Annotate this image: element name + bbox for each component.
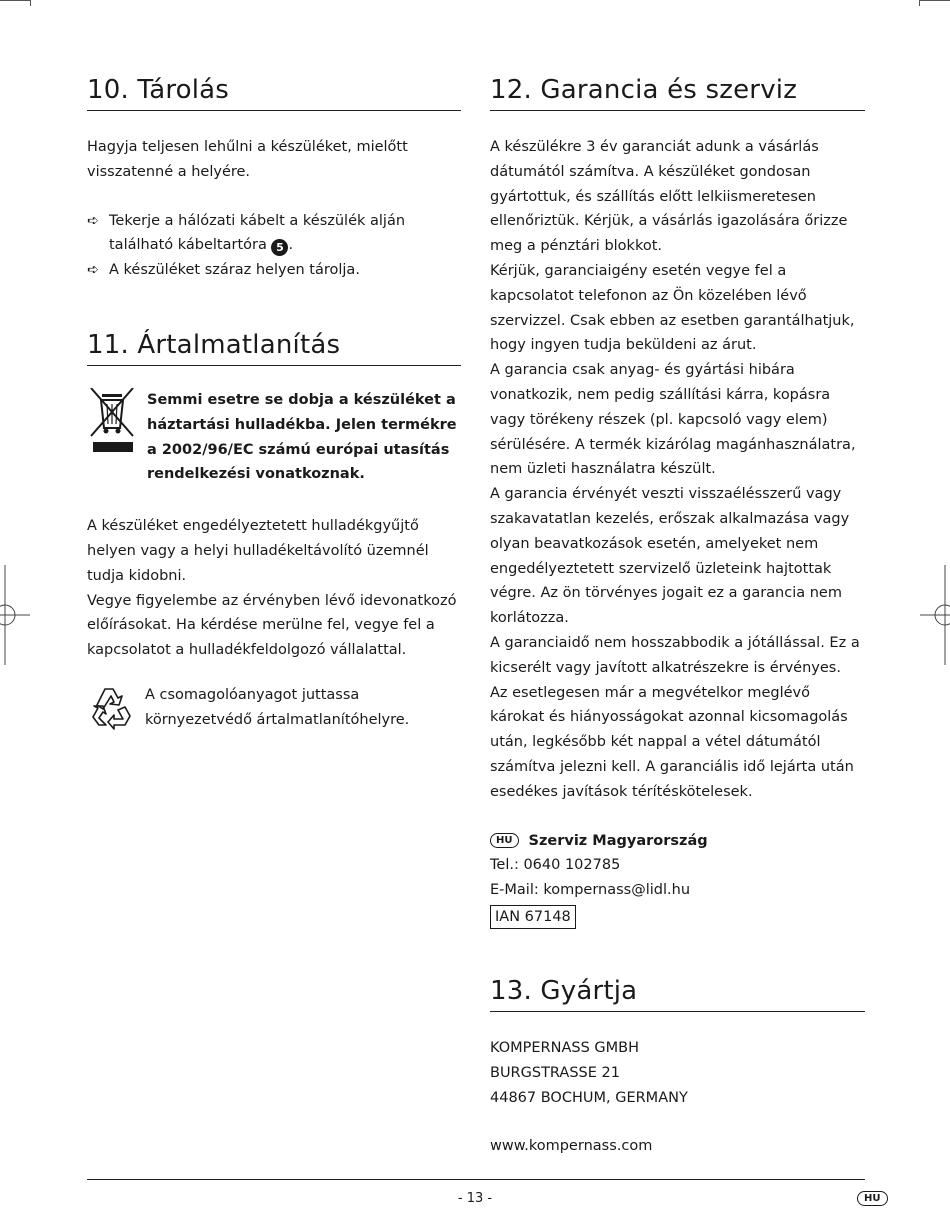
section-heading: 13. Gyártja [490, 973, 865, 1012]
arrow-right-icon: ➪ [87, 262, 99, 279]
left-column [87, 72, 461, 737]
part-number-badge: 5 [271, 239, 288, 256]
warranty-paragraph: A garanciaidő nem hosszabbodik a jótállással. Ez a kicserélt vagy javított alkatrészekre is érvényes. [490, 634, 860, 676]
service-email: E-Mail: kompernass@lidl.hu [490, 882, 691, 899]
footer-divider [87, 1179, 865, 1180]
crossed-out-wheelie-bin-icon [87, 388, 147, 462]
crop-mark-top-right-v [919, 0, 920, 6]
manufacturer-website: www.kompernass.com [490, 1138, 653, 1155]
manufacturer-street: BURGSTRASSE 21 [490, 1064, 620, 1081]
registration-mark-left [0, 565, 30, 665]
service-phone: Tel.: 0640 102785 [490, 857, 621, 874]
section-warranty [490, 72, 865, 929]
section-disposal [87, 327, 461, 737]
section-heading: 12. Garancia és szerviz [490, 72, 865, 111]
arrow-right-icon: ➪ [87, 212, 99, 229]
page-number: - 13 - [457, 1191, 493, 1206]
manufacturer-city: 44867 BOCHUM, GERMANY [490, 1089, 688, 1106]
warranty-paragraph: A garancia érvényét veszti visszaélésszerű vagy szakavatatlan kezelés, erőszak alkalmazása vagy olyan beavatkozások esetén, amelyeket nem engedélyeztetett szervizelő üzleteink hajtottak végre. Az ön törvényes jogait ez a garancia nem korlátozza. [490, 486, 850, 627]
disposal-paragraph: Vegye figyelembe az érvényben lévő idevonatkozó előírásokat. Ha kérdése merülne fel, vegye fel a kapcsolatot a hulladékfeldolgozó vállalattal. [87, 592, 457, 659]
packaging-notice-text: A csomagolóanyagot juttassa környezetvédő ártalmatlanítóhelyre. [145, 686, 410, 728]
right-column [490, 72, 865, 1159]
section-heading: 11. Ártalmatlanítás [87, 327, 461, 366]
list-item [87, 258, 461, 283]
service-contact [490, 829, 865, 929]
recycling-icon [87, 683, 145, 737]
registration-mark-right [920, 565, 950, 665]
warranty-paragraph: A készülékre 3 év garanciát adunk a vásárlás dátumától számítva. A készüléket gondosan gyártottuk, és szállítás előtt lelkiismeretesen ellenőriztük. Kérjük, a vásárlás igazolására őrizze meg a pénztári blokkot. [490, 139, 848, 255]
weee-notice-text: Semmi esetre se dobja a készüléket a háztartási hulladékba. Jelen termékre a 2002/96/EC számú európai utasítás rendelkezési vonatkoznak. [147, 391, 457, 483]
warranty-paragraph: Az esetlegesen már a megvételkor meglévő károkat és hiányosságokat azonnal kicsomagolás után, legkésőbb két nappal a vétel dátumától számítva jelezni kell. A garanciális idő lejárta után esedékes javítások térítéskötelesek. [490, 684, 854, 800]
warranty-paragraph: A garancia csak anyag- és gyártási hibára vonatkozik, nem pedig szállítási kárra, kopásra vagy törékeny részek (pl. kapcsoló vagy elem) sérülésére. A termék kizárólag magánhasználatra, nem üzleti használatra készült. [490, 362, 856, 478]
step-text: Tekerje a hálózati kábelt a készülék alján található kábeltartóra 5 . [109, 212, 406, 255]
crop-mark-top-right [920, 0, 950, 1]
manufacturer-name: KOMPERNASS GMBH [490, 1039, 640, 1056]
crop-mark-top-left [0, 0, 30, 1]
warranty-paragraph: Kérjük, garanciaigény esetén vegye fel a kapcsolatot telefonon az Ön közelében lévő szervizzel. Csak ebben az esetben garantálhatjuk, hogy ingyen tudja beküldeni az árut. [490, 262, 855, 354]
packaging-notice [87, 683, 461, 737]
section-storage [87, 72, 461, 283]
crop-mark-top-left-v [30, 0, 31, 6]
section-heading: 10. Tárolás [87, 72, 461, 111]
list-item [87, 209, 461, 259]
weee-notice [87, 388, 461, 487]
service-title: HU Szerviz Magyarország [490, 829, 865, 854]
disposal-paragraph: A készüléket engedélyeztetett hulladékgyűjtő helyen vagy a helyi hulladékeltávolító üzemnél tudja kidobni. [87, 518, 429, 584]
storage-intro: Hagyja teljesen lehűlni a készüléket, mielőtt visszatenné a helyére. [87, 139, 408, 180]
country-badge: HU [490, 833, 519, 848]
section-manufacturer [490, 973, 865, 1159]
language-badge: HU [857, 1191, 888, 1206]
ian-number: IAN 67148 [490, 905, 576, 929]
step-text: A készüléket száraz helyen tárolja. [109, 262, 360, 279]
